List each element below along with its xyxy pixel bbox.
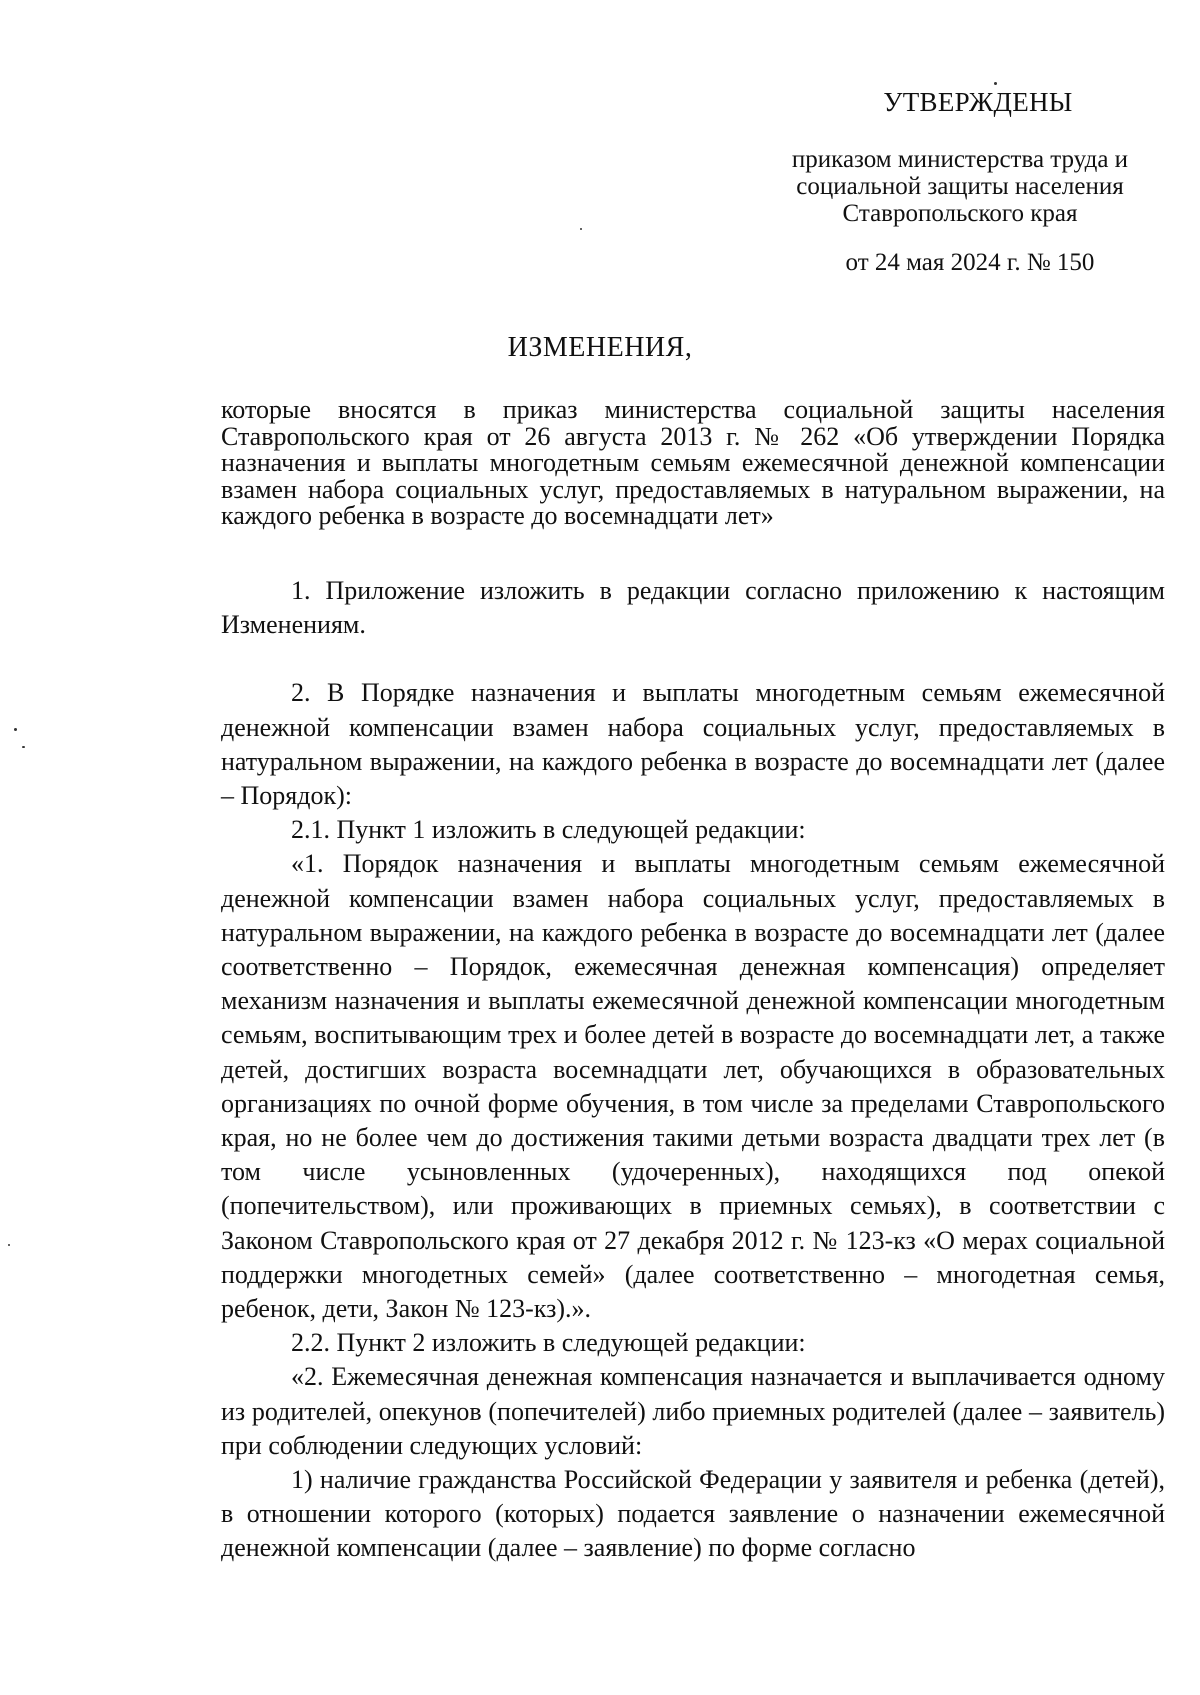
approval-line-3: Ставропольского края — [842, 200, 1078, 227]
paragraph-2-1: 2.1. Пункт 1 изложить в следующей редакции: — [291, 815, 806, 845]
paragraph-2: 2. В Порядке назначения и выплаты многодетным семьям ежемесячной денежной компенсации взамен набора социальных услуг, предоставляемых в натуральном выражении, на каждого ребенка в возрасте до восемнадцати лет (далее – Порядок): — [221, 678, 1165, 811]
approval-title: УТВЕРЖДЕНЫ — [883, 87, 1073, 117]
scan-speck — [8, 1244, 10, 1246]
approval-block — [760, 86, 1160, 278]
paragraph-2-2-text: «2. Ежемесячная денежная компенсация назначается и выплачивается одному из родителей, опекунов (попечителей) либо приемных родителей (далее – заявитель) при соблюдении следующих условий: — [221, 1362, 1165, 1460]
approval-line-1: приказом министерства труда и — [791, 146, 1129, 173]
approval-authority — [760, 146, 1160, 227]
document-body — [221, 574, 1165, 1566]
paragraph-2-2: 2.2. Пункт 2 изложить в следующей редакции: — [291, 1328, 806, 1358]
paragraph-1: 1. Приложение изложить в редакции согласно приложению к настоящим Изменениям. — [221, 576, 1165, 640]
paragraph-condition-1: 1) наличие гражданства Российской Федерации у заявителя и ребенка (детей), в отношении которого (которых) подается заявление о назначении ежемесячной денежной компенсации (далее – заявление) по форме согласно — [221, 1465, 1165, 1563]
scan-speck — [580, 228, 582, 230]
scan-speck — [994, 82, 997, 85]
document-subtitle: которые вносятся в приказ министерства социальной защиты населения Ставропольского края от 26 августа 2013 г. № 262 «Об утверждении Порядка назначения и выплаты многодетным семьям ежемесячной денежной компенсации взамен набора социальных услуг, предоставляемых в натуральном выражении, на каждого ребенка в возрасте до восемнадцати лет» — [221, 395, 1165, 530]
scan-speck — [14, 728, 17, 731]
paragraph-2-1-text: «1. Порядок назначения и выплаты многодетным семьям ежемесячной денежной компенсации взамен набора социальных услуг, предоставляемых в натуральном выражении, на каждого ребенка в возрасте до восемнадцати лет (далее соответственно – Порядок, ежемесячная денежная компенсация) определяет механизм назначения и выплаты ежемесячной денежной компенсации многодетным семьям, воспитывающим трех и более детей в возрасте до восемнадцати лет, а также детей, достигших возраста восемнадцати лет, обучающихся в образовательных организациях по очной форме обучения, в том числе за пределами Ставропольского края, но не более чем до достижения такими детьми возраста двадцати трех лет (в том числе усыновленных (удочеренных), находящихся под опекой (попечительством), или проживающих в приемных семьях), в соответствии с Законом Ставропольского края от 27 декабря 2012 г. № 123-кз «О мерах социальной поддержки многодетных семей» (далее соответственно – многодетная семья, ребенок, дети, Закон № 123-кз).». — [221, 849, 1165, 1324]
scan-speck — [22, 746, 25, 748]
document-title: ИЗМЕНЕНИЯ, — [507, 332, 693, 363]
approval-line-2: социальной защиты населения — [796, 173, 1124, 200]
approval-date: от 24 мая 2024 г. № 150 — [845, 249, 1095, 276]
